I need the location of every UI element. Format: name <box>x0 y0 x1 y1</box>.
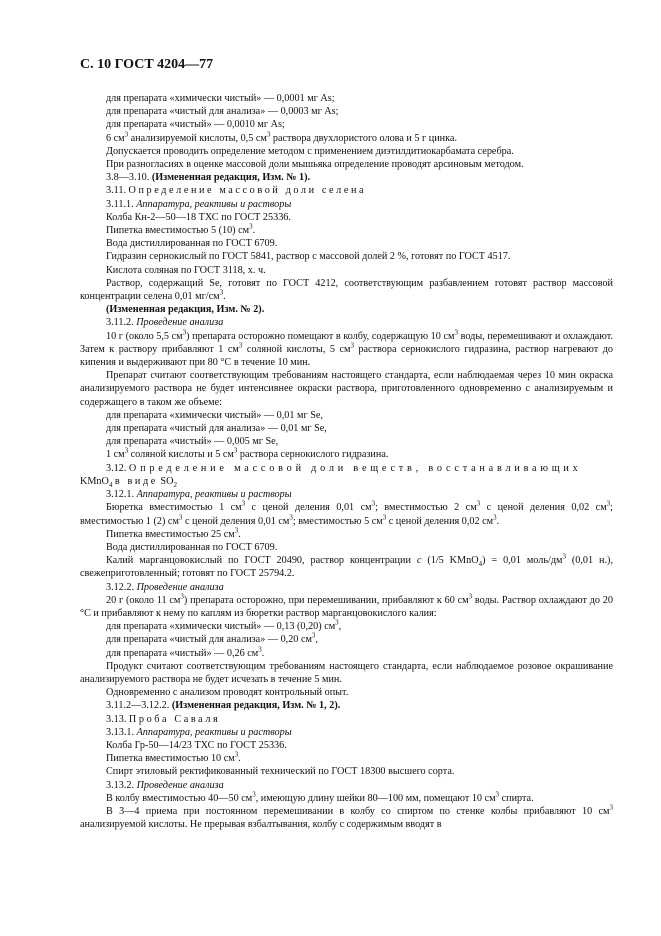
text-fragment: 3 <box>233 447 238 456</box>
text-line <box>80 211 613 224</box>
text-fragment: (Измененная редакция, Изм. № 1, 2). <box>171 700 341 712</box>
text-fragment: Допускается проводить определение методом с применением диэтилдитиокарбамата серебра. <box>106 145 514 157</box>
text-fragment: 3 <box>371 499 376 508</box>
text-fragment: Проба Саваля <box>128 713 221 725</box>
text-fragment: 3.12.1. <box>106 489 135 501</box>
text-fragment: 3 <box>493 513 497 522</box>
text-fragment: Препарат считают соответствующим требованиям настоящего стандарта, если наблюдаемая через 10 мин окраска анализируемого раствора не будет интенсивнее окраски раствора, приготовленного одновременно с анализируемым и содержащего в таком же объеме: <box>80 370 613 408</box>
text-fragment: анализируемой кислоты. Не прерывая взбалтывания, колбу с содержимым вводят в <box>80 819 442 831</box>
text-fragment: 3 <box>476 499 481 508</box>
text-fragment: для препарата «чистый для анализа» — 0,0003 мг As; <box>106 106 339 118</box>
text-fragment: c <box>416 555 422 567</box>
text-line <box>80 765 613 778</box>
text-fragment: Определение массовой доли селена <box>128 185 367 197</box>
text-fragment: с ценой деления 0,01 см <box>182 515 290 527</box>
text-fragment: 3 <box>252 790 256 799</box>
text-fragment: Пипетка вместимостью 10 см <box>106 753 235 765</box>
text-fragment: 3 <box>454 328 458 337</box>
text-fragment: с ценой деления 0,02 см <box>386 515 494 527</box>
text-fragment: Проведение анализа <box>136 581 224 593</box>
text-fragment: 3 <box>249 222 253 231</box>
text-fragment: с ценой деления 0,01 см <box>245 502 372 514</box>
text-line <box>80 435 613 448</box>
text-fragment: . <box>238 528 241 540</box>
text-line <box>80 448 613 461</box>
text-fragment: 3 <box>495 790 500 799</box>
text-fragment: Спирт этиловый ректификованный технический по ГОСТ 18300 высшего сорта. <box>106 766 455 778</box>
text-line <box>80 250 613 263</box>
text-fragment: 3.12. <box>106 462 127 474</box>
text-line <box>80 409 613 422</box>
text-fragment: . <box>252 225 256 237</box>
document-body <box>80 92 613 831</box>
text-fragment: для препарата «чистый» — 0,0010 мг As; <box>106 119 285 131</box>
text-fragment: 3 <box>289 513 293 522</box>
text-line <box>80 105 613 118</box>
text-fragment: Пипетка вместимостью 5 (10) см <box>106 225 250 237</box>
text-line <box>80 528 613 541</box>
paragraph <box>80 369 613 409</box>
text-fragment: спирта. <box>499 792 534 804</box>
text-fragment: 3.11.2. <box>106 317 134 329</box>
paragraph <box>80 660 613 686</box>
text-fragment: 3 <box>219 288 224 297</box>
text-fragment: . <box>223 291 226 303</box>
paragraph <box>80 594 613 620</box>
text-line <box>80 237 613 250</box>
text-line <box>80 686 613 699</box>
text-fragment: (Измененная редакция, Изм. № 1). <box>151 172 311 184</box>
text-fragment: Проведение анализа <box>136 779 224 791</box>
text-line <box>80 792 613 805</box>
text-fragment: Пипетка вместимостью 25 см <box>106 528 235 540</box>
text-fragment: 3 <box>350 341 354 350</box>
text-line <box>80 620 613 633</box>
text-fragment: 3 <box>562 552 566 561</box>
text-fragment: ; вместимостью 5 см <box>292 515 383 527</box>
amendment-note <box>80 303 613 316</box>
amendment-note <box>80 699 613 712</box>
text-fragment: Калий марганцовокислый по ГОСТ 20490, раствор концентрации <box>106 555 417 567</box>
text-fragment: . <box>261 647 265 659</box>
text-fragment: воды. Раствор охлаждают до 20 °С и прибавляют к нему по каплям из бюретки раствор марганцовокислого калия: <box>80 594 613 619</box>
subsection-heading <box>80 726 613 739</box>
paragraph <box>80 277 613 303</box>
text-fragment: Раствор, содержащий Se, готовят по ГОСТ 4212, соответствующим разбавлением готовят раствор массовой концентрации селена 0,01 мг/см <box>80 277 613 303</box>
text-fragment: SO <box>160 475 174 487</box>
text-fragment: Бюретка вместимостью 1 см <box>106 502 242 514</box>
text-fragment: , <box>338 621 342 633</box>
section-heading <box>80 462 613 475</box>
text-fragment: раствора сернокислого гидразина. <box>237 449 389 461</box>
text-fragment: 3.13. <box>106 713 127 725</box>
text-fragment: ; вместимостью 2 см <box>375 502 477 514</box>
text-fragment: 3 <box>606 499 611 508</box>
section-heading-continuation <box>80 475 613 488</box>
text-fragment: для препарата «чистый для анализа» — 0,20 см <box>106 634 312 646</box>
subsection-heading <box>80 581 613 594</box>
text-fragment: (1/5 KMnO <box>421 555 479 567</box>
text-fragment: Кислота соляная по ГОСТ 3118, х. ч. <box>106 264 266 276</box>
text-fragment: 3 <box>468 592 473 601</box>
text-fragment: 3 <box>311 631 316 640</box>
text-fragment: 3.11. <box>106 185 126 197</box>
text-fragment: 3 <box>609 803 613 812</box>
text-fragment: 3 <box>266 130 271 139</box>
text-fragment: 3.13.2. <box>106 779 135 791</box>
text-fragment: В 3—4 приема при постоянном перемешивании в колбу со спиртом по стенке колбы прибавляют 10 см <box>106 805 610 817</box>
subsection-heading <box>80 779 613 792</box>
text-fragment: 3 <box>182 328 187 337</box>
text-fragment: Аппаратура, реактивы и растворы <box>136 726 292 738</box>
text-fragment: для препарата «чистый для анализа» — 0,01 мг Se, <box>106 423 327 435</box>
text-fragment: 3 <box>124 447 129 456</box>
text-fragment: ; вместимостью 1 (2) см <box>80 502 613 527</box>
text-fragment: В колбу вместимостью 40—50 см <box>106 792 253 804</box>
text-fragment: Аппаратура, реактивы и растворы <box>136 198 292 210</box>
text-line <box>80 145 613 158</box>
text-fragment: . <box>238 753 241 765</box>
text-line <box>80 541 613 554</box>
text-line <box>80 752 613 765</box>
text-fragment: для препарата «химически чистый» — 0,0001 мг As; <box>106 93 335 104</box>
text-fragment: с ценой деления 0,02 см <box>480 502 607 514</box>
text-fragment: для препарата «химически чистый» — 0,01 мг Se, <box>106 409 323 421</box>
text-fragment: Одновременно с анализом проводят контрольный опыт. <box>106 687 349 699</box>
text-fragment: раствора сернокислого гидразина, раствор нагревают до кипения и выдерживают при 80 °С в течение 10 мин. <box>80 343 613 369</box>
text-line <box>80 224 613 237</box>
text-fragment: (0,01 н.), свежеприготовленный; готовят по ГОСТ 25794.2. <box>80 555 613 580</box>
paragraph <box>80 501 613 527</box>
text-fragment: 3 <box>382 513 387 522</box>
section-heading <box>80 184 613 197</box>
text-fragment: 1 см <box>106 449 125 461</box>
section-heading <box>80 713 613 726</box>
text-fragment: 3 <box>178 513 183 522</box>
amendment-note <box>80 171 613 184</box>
text-fragment: ) препарата осторожно помещают в колбу, содержащую 10 см <box>186 330 455 342</box>
text-fragment: 3 <box>180 592 184 601</box>
text-fragment: Колба Кн-2—50—18 ТХС по ГОСТ 25336. <box>106 211 291 223</box>
text-fragment: 3 <box>241 499 246 508</box>
text-fragment: При разногласиях в оценке массовой доли мышьяка определение проводят арсиновым методом. <box>106 159 524 171</box>
subsection-heading <box>80 316 613 329</box>
text-fragment: воды, перемешивают и охлаждают. Затем к раствору прибавляют 1 см <box>80 330 613 355</box>
text-line <box>80 92 613 105</box>
text-fragment: 4 <box>108 480 113 489</box>
text-fragment: 3 <box>238 341 243 350</box>
text-fragment: 3 <box>124 130 129 139</box>
text-fragment: 20 г (около 11 см <box>106 594 181 606</box>
text-fragment: 3.8—3.10. <box>106 172 150 184</box>
text-fragment: 10 г (около 5,5 см <box>106 330 183 342</box>
text-fragment: (Измененная редакция, Изм. № 2). <box>106 304 265 316</box>
text-fragment: в виде <box>114 475 158 487</box>
text-line <box>80 264 613 277</box>
text-fragment: . <box>496 515 500 527</box>
subsection-heading <box>80 488 613 501</box>
text-fragment: 3.13.1. <box>106 726 135 738</box>
text-line <box>80 647 613 660</box>
text-fragment: Вода дистиллированная по ГОСТ 6709. <box>106 541 278 553</box>
text-fragment: , <box>315 634 318 646</box>
text-fragment: Определение массовой доли веществ, восстанавливающих <box>128 462 582 474</box>
text-fragment: 3.12.2. <box>106 581 135 593</box>
text-fragment: 3 <box>234 526 239 535</box>
text-fragment: для препарата «чистый» — 0,005 мг Se, <box>106 436 279 448</box>
subsection-heading <box>80 198 613 211</box>
text-fragment: Продукт считают соответствующим требованиям настоящего стандарта, если наблюдаемое розовое окрашивание анализируемого раствора не будет исчезать в течение 5 мин. <box>80 660 613 685</box>
text-fragment: ) препарата осторожно, при перемешивании, прибавляют к 60 см <box>183 594 469 606</box>
text-fragment: 3.11.1. <box>106 198 134 210</box>
text-fragment: Аппаратура, реактивы и растворы <box>136 489 292 501</box>
paragraph <box>80 330 613 370</box>
paragraph <box>80 805 613 831</box>
text-line <box>80 118 613 131</box>
text-fragment: анализируемой кислоты, 0,5 см <box>128 132 267 144</box>
text-fragment: раствора двухлористого олова и 5 г цинка. <box>270 132 457 144</box>
text-fragment: ) = 0,01 моль/дм <box>482 555 563 567</box>
text-fragment: для препарата «химически чистый» — 0,13 (0,20) см <box>106 621 336 633</box>
text-fragment: для препарата «чистый» — 0,26 см <box>106 647 259 659</box>
text-fragment: Колба Гр-50—14/23 ТХС по ГОСТ 25336. <box>106 739 287 751</box>
text-fragment: Вода дистиллированная по ГОСТ 6709. <box>106 238 278 250</box>
text-fragment: Гидразин сернокислый по ГОСТ 5841, раствор с массовой долей 2 %, готовят по ГОСТ 4517. <box>106 251 511 263</box>
text-line <box>80 132 613 145</box>
text-fragment: 3.11.2—3.12.2. <box>106 700 170 712</box>
text-fragment: KMnO <box>80 475 109 487</box>
text-fragment: Проведение анализа <box>136 317 224 329</box>
text-fragment: соляной кислоты и 5 см <box>128 449 234 461</box>
text-line <box>80 739 613 752</box>
text-fragment: соляной кислоты, 5 см <box>242 343 351 355</box>
text-line <box>80 158 613 171</box>
paragraph <box>80 554 613 580</box>
text-fragment: 2 <box>173 480 177 489</box>
page-header: С. 10 ГОСТ 4204—77 <box>80 57 214 72</box>
text-line <box>80 422 613 435</box>
text-fragment: 3 <box>335 618 339 627</box>
text-fragment: 3 <box>258 645 262 654</box>
text-fragment: 4 <box>478 560 483 569</box>
text-fragment: , имеющую длину шейки 80—100 мм, помещают 10 см <box>255 792 496 804</box>
text-fragment: 3 <box>234 750 239 759</box>
text-line <box>80 633 613 646</box>
text-fragment: 6 см <box>106 132 125 144</box>
